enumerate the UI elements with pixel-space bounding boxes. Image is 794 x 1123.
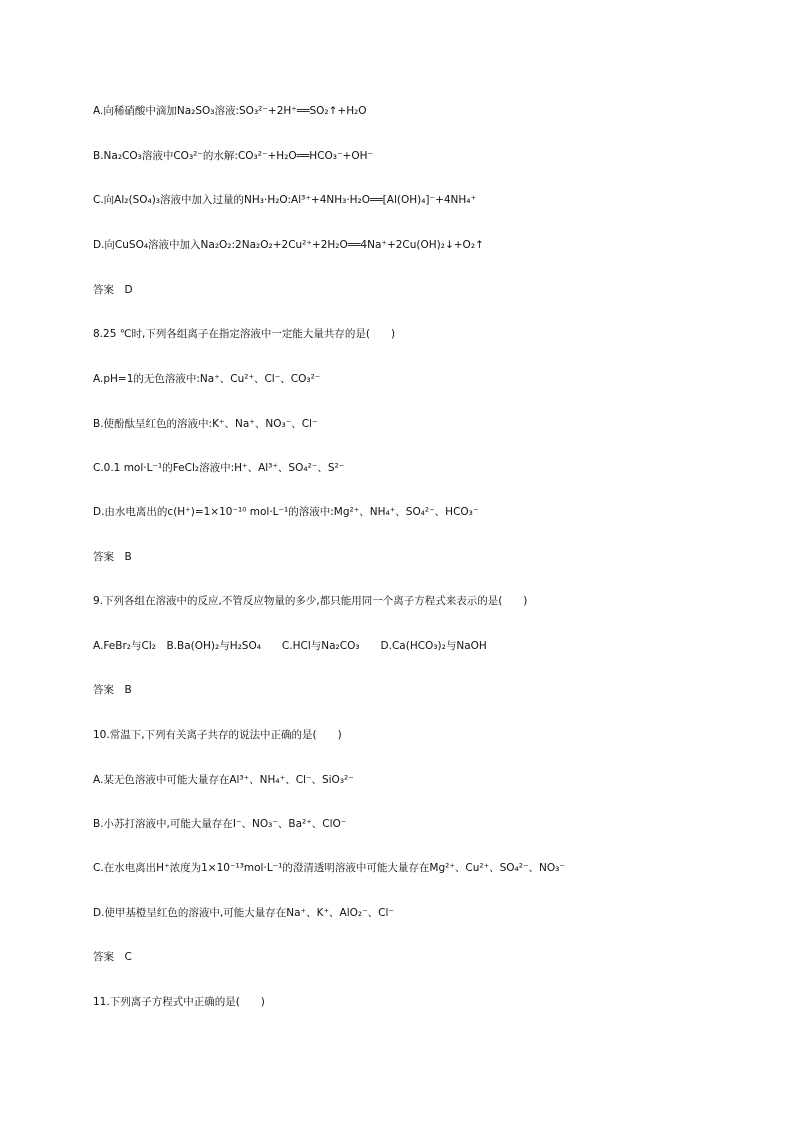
answer-line: 答案 D xyxy=(93,284,133,296)
q9-options: A.FeBr₂与Cl₂ B.Ba(OH)₂与H₂SO₄ C.HCl与Na₂CO₃ D.Ca(HCO₃)₂与NaOH xyxy=(93,640,487,652)
q10-answer: 答案 C xyxy=(93,951,132,963)
question-9: 9.下列各组在溶液中的反应,不管反应物量的多少,都只能用同一个离子方程式来表示的是( ) xyxy=(93,595,528,607)
q10-option-d: D.使甲基橙呈红色的溶液中,可能大量存在Na⁺、K⁺、AlO₂⁻、Cl⁻ xyxy=(93,907,394,919)
q10-option-a: A.某无色溶液中可能大量存在Al³⁺、NH₄⁺、Cl⁻、SiO₃²⁻ xyxy=(93,774,354,786)
option-b-line: B.Na₂CO₃溶液中CO₃²⁻的水解:CO₃²⁻+H₂O══HCO₃⁻+OH⁻ xyxy=(93,150,374,162)
question-8: 8.25 ℃时,下列各组离子在指定溶液中一定能大量共存的是( ) xyxy=(93,328,396,340)
question-11: 11.下列离子方程式中正确的是( ) xyxy=(93,996,265,1008)
q8-answer: 答案 B xyxy=(93,551,132,563)
q9-answer: 答案 B xyxy=(93,684,132,696)
option-c-line: C.向Al₂(SO₄)₃溶液中加入过量的NH₃·H₂O:Al³⁺+4NH₃·H₂O══[Al(OH)₄]⁻+4NH₄⁺ xyxy=(93,194,477,206)
option-a-line: A.向稀硝酸中滴加Na₂SO₃溶液:SO₃²⁻+2H⁺══SO₂↑+H₂O xyxy=(93,105,367,117)
question-10: 10.常温下,下列有关离子共存的说法中正确的是( ) xyxy=(93,729,342,741)
q8-option-d: D.由水电离出的c(H⁺)=1×10⁻¹⁰ mol·L⁻¹的溶液中:Mg²⁺、NH₄⁺、SO₄²⁻、HCO₃⁻ xyxy=(93,506,479,518)
q8-option-b: B.使酚酞呈红色的溶液中:K⁺、Na⁺、NO₃⁻、Cl⁻ xyxy=(93,418,318,430)
q8-option-c: C.0.1 mol·L⁻¹的FeCl₂溶液中:H⁺、Al³⁺、SO₄²⁻、S²⁻ xyxy=(93,462,345,474)
q10-option-c: C.在水电离出H⁺浓度为1×10⁻¹³mol·L⁻¹的澄清透明溶液中可能大量存在Mg²⁺、Cu²⁺、SO₄²⁻、NO₃⁻ xyxy=(93,862,565,874)
q8-option-a: A.pH=1的无色溶液中:Na⁺、Cu²⁺、Cl⁻、CO₃²⁻ xyxy=(93,373,321,385)
q10-option-b: B.小苏打溶液中,可能大量存在I⁻、NO₃⁻、Ba²⁺、ClO⁻ xyxy=(93,818,347,830)
option-d-line: D.向CuSO₄溶液中加入Na₂O₂:2Na₂O₂+2Cu²⁺+2H₂O══4Na⁺+2Cu(OH)₂↓+O₂↑ xyxy=(93,239,484,251)
